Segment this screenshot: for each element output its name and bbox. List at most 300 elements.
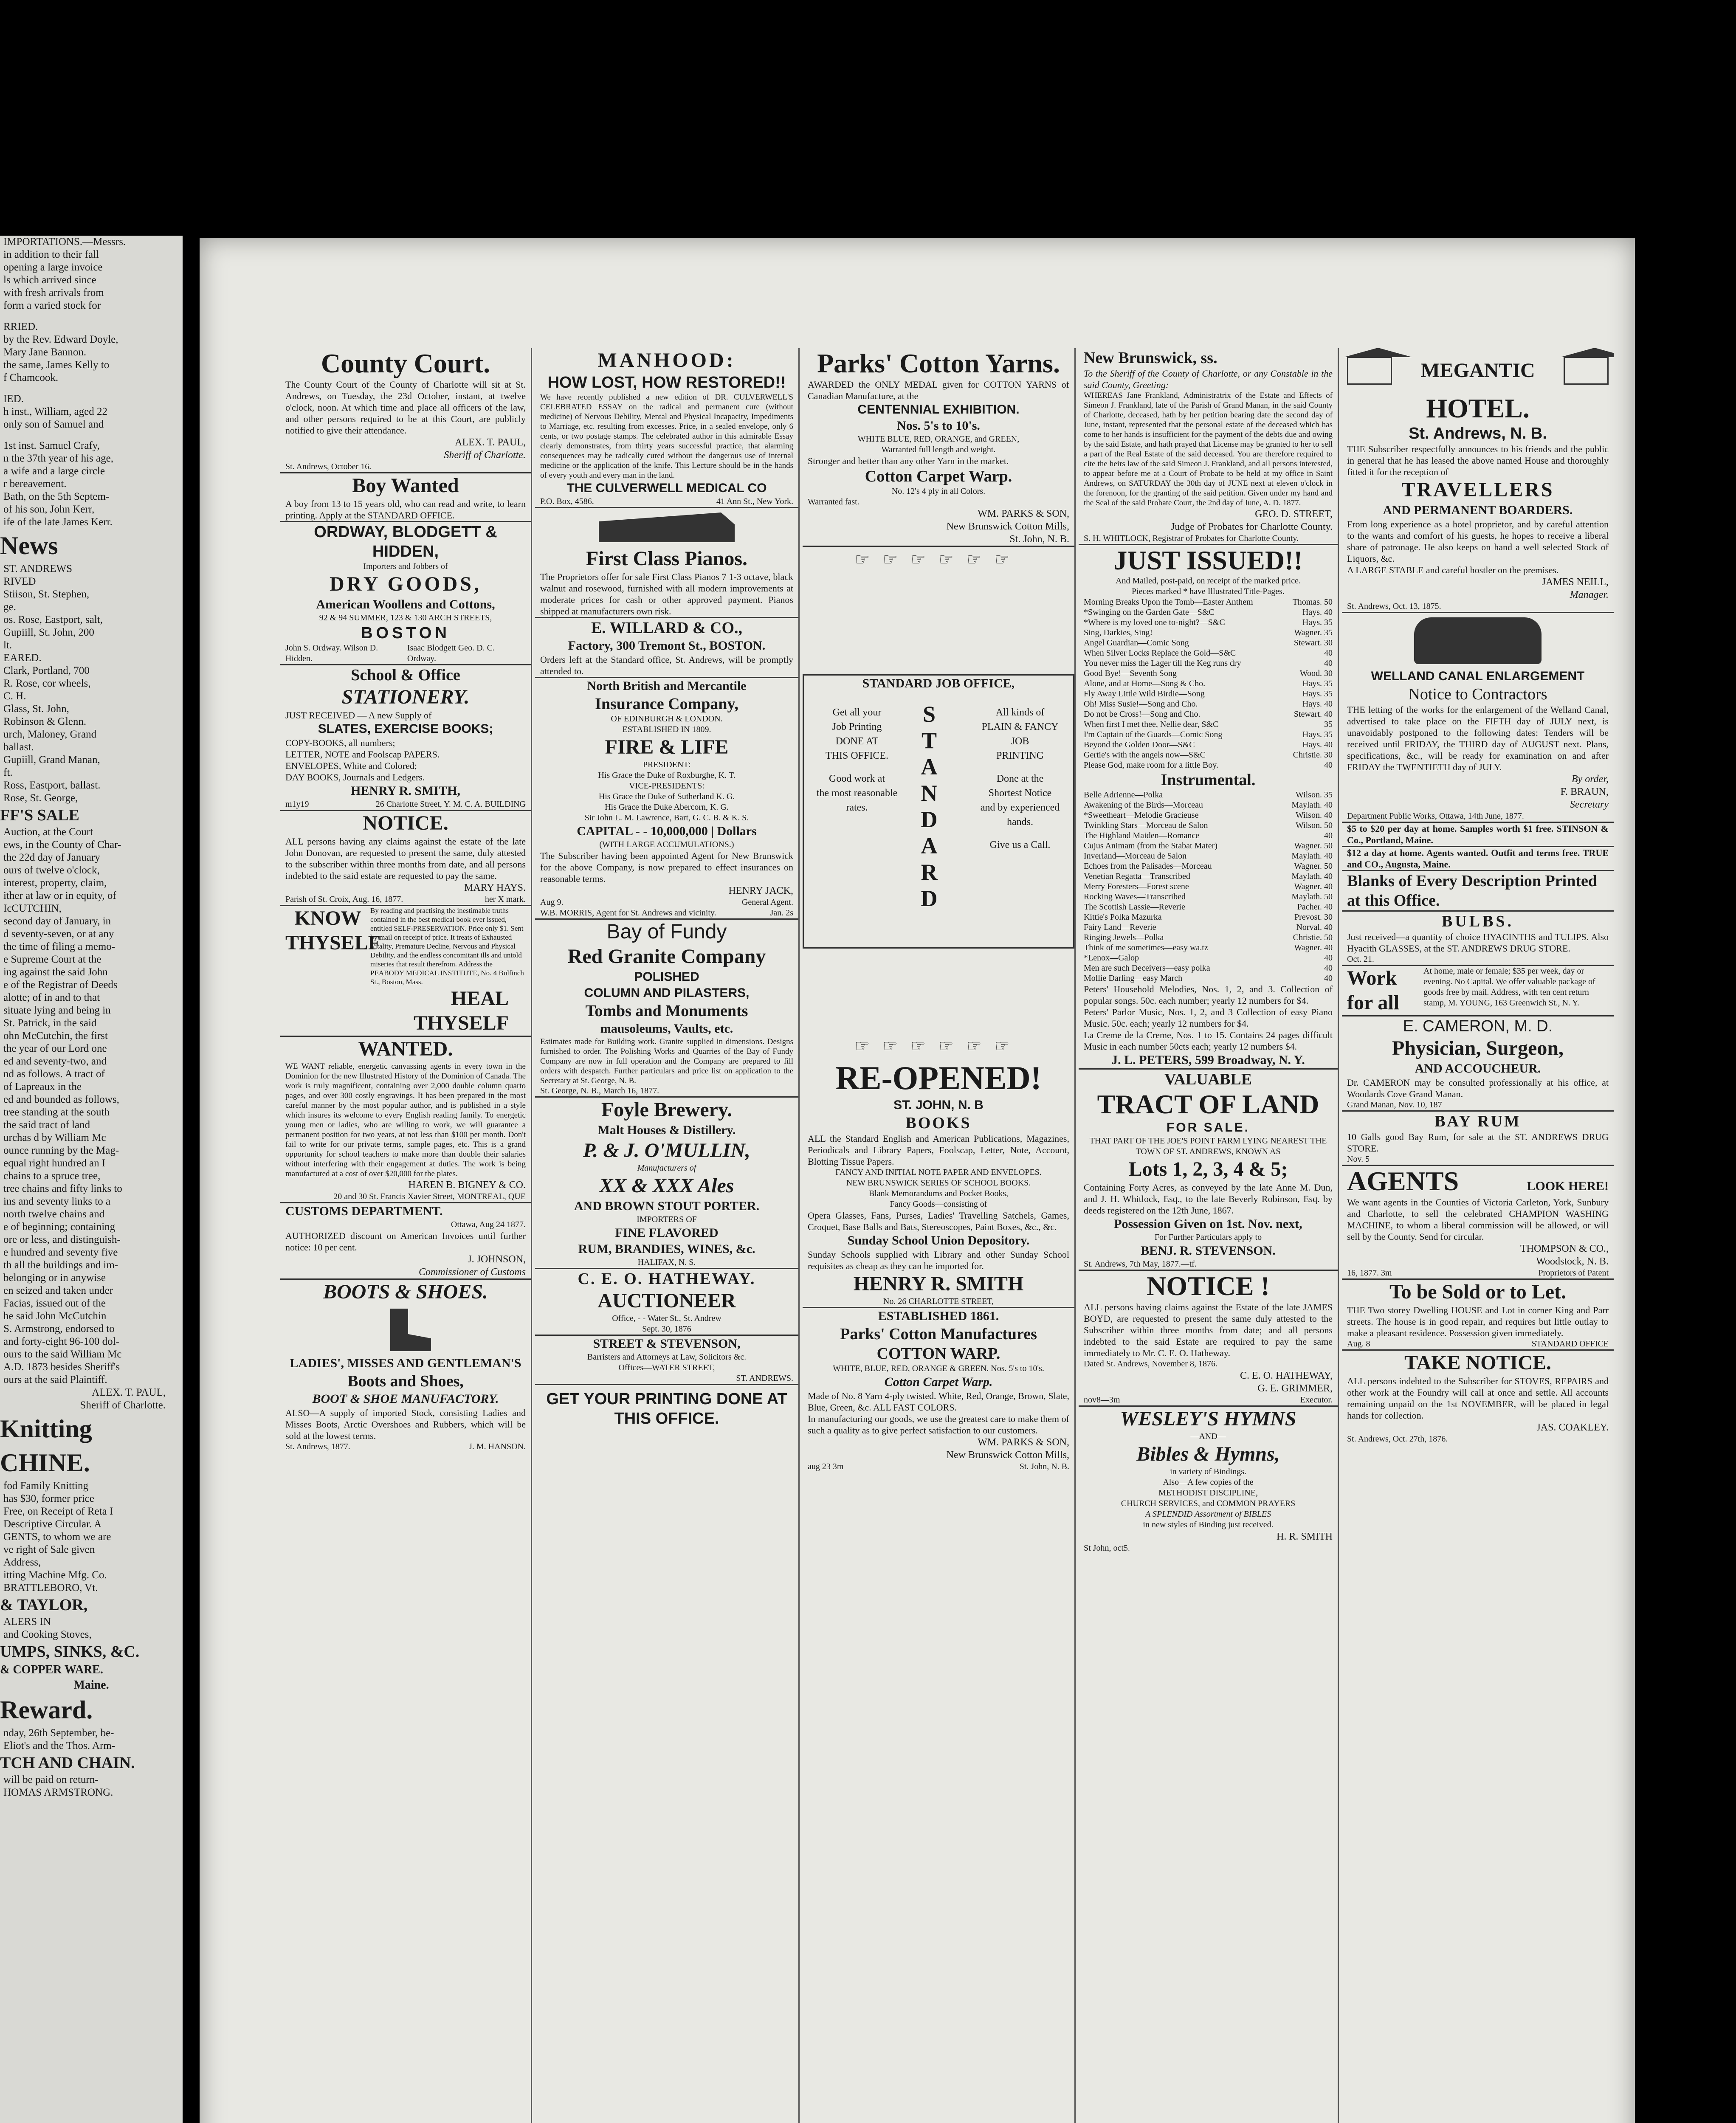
cameron-body: Dr. CAMERON may be consulted professionally at his office, at Woodards Cove Grand Manan. — [1347, 1077, 1609, 1099]
left-strip-line: of his son, John Kerr, — [3, 504, 95, 515]
left-strip-line: Robinson & Glenn. — [3, 716, 87, 727]
twelve-dollar-ad — [1342, 847, 1614, 871]
wanted-signature: HAREN B. BIGNEY & CO. — [408, 1180, 526, 1191]
standard-letter: T — [921, 728, 937, 753]
granite-date: St. George, N. B., March 16, 1877. — [540, 1086, 659, 1095]
left-strip-line: ews, in the County of Char- — [3, 839, 121, 850]
parks-manufactures-date: aug 23 3m — [808, 1462, 844, 1471]
established-label: ESTABLISHED 1861. — [878, 1309, 999, 1323]
north-british-signature-title: General Agent. — [741, 898, 793, 907]
instrumental-row — [1084, 912, 1333, 922]
hotel-building-icon-right — [1564, 357, 1609, 385]
to-let-body: THE Two storey Dwelling HOUSE and Lot in corner King and Parr streets. The house is in good repair, and requires but little outlay to make a pleasant residence. Possession given immediately. — [1347, 1305, 1609, 1338]
foyle-title: Foyle Brewery. — [601, 1098, 733, 1121]
standard-left-line: Good work at — [829, 773, 885, 784]
sunday-school-body: Sunday Schools supplied with Library and other Sunday School requisites as cheap as they can be imported for. — [808, 1249, 1069, 1271]
probate-signature-title: Judge of Probates for Charlotte County. — [1170, 521, 1333, 532]
manhood-company: THE CULVERWELL MEDICAL CO — [566, 481, 767, 495]
left-strip-line: tree chains and fifty links to — [3, 1183, 122, 1194]
song-row-title: Angel Guardian—Comic Song — [1084, 638, 1189, 648]
song-row-title: When first I met thee, Nellie dear, S&C — [1084, 720, 1219, 729]
cameron-date: Grand Manan, Nov. 10, 187 — [1347, 1100, 1442, 1109]
instrumental-row-title: Merry Foresters—Forest scene — [1084, 882, 1189, 891]
left-strip-line: th all the buildings and im- — [3, 1259, 118, 1271]
foyle-subtitle: Malt Houses & Distillery. — [597, 1123, 736, 1137]
standard-right-line: and by experienced hands. — [980, 802, 1060, 828]
column-3 — [803, 348, 1076, 2123]
instrumental-row — [1084, 841, 1333, 851]
instrumental-row — [1084, 932, 1333, 943]
instrumental-row-title: Awakening of the Birds—Morceau — [1084, 800, 1203, 810]
ordway-title: ORDWAY, BLODGETT & HIDDEN, — [314, 523, 497, 560]
left-strip-watch-heading: TCH AND CHAIN. — [0, 1754, 135, 1772]
standard-left-line: DONE AT — [835, 736, 879, 747]
instrumental-row-price: Christie. 50 — [1293, 933, 1333, 942]
bulbs-date: Oct. 21. — [1347, 955, 1374, 964]
parks-stronger: Stronger and better than any other Yarn in the market. — [808, 456, 1009, 466]
left-strip-line: A.D. 1873 besides Sheriff's — [3, 1361, 120, 1373]
customs-body: AUTHORIZED discount on American Invoices until further notice: 10 per cent. — [285, 1230, 526, 1253]
ordway-subtitle: Importers and Jobbers of — [363, 562, 448, 571]
instrumental-list — [1084, 790, 1333, 983]
customs-ad — [280, 1203, 531, 1280]
left-strip-line: ins and seventy links to a — [3, 1196, 111, 1207]
left-strip-line — [0, 312, 183, 321]
boyd-notice-ad — [1079, 1271, 1338, 1407]
song-row-title: Oh! Miss Susie!—Song and Cho. — [1084, 699, 1198, 709]
left-strip-maine: Maine. — [73, 1678, 109, 1692]
parks-yarn-colors: WHITE BLUE, RED, ORANGE, and GREEN, — [857, 434, 1020, 444]
ordway-address: 92 & 94 SUMMER, 123 & 130 ARCH STREETS, — [319, 613, 492, 622]
stationery-title: School & Office — [351, 666, 460, 684]
president-name: His Grace the Duke of Roxburghe, K. T. — [598, 771, 736, 780]
left-strip-line: IcCUTCHIN, — [3, 903, 62, 914]
song-row-price: 35 — [1324, 720, 1333, 729]
parks-yarns-body: AWARDED the ONLY MEDAL given for COTTON YARNS of Canadian Manufacture, at the — [808, 379, 1069, 401]
left-strip-line: HOMAS ARMSTRONG. — [3, 1787, 113, 1798]
instrumental-row-price: Wagner. 40 — [1294, 943, 1333, 952]
wesley-ad — [1079, 1407, 1338, 1554]
henry-smith-address: No. 26 CHARLOTTE STREET, — [883, 1297, 994, 1306]
standard-left-line: Job Printing — [832, 721, 882, 732]
cotton-warp-subtitle: WHITE, BLUE, RED, ORANGE & GREEN. Nos. 5's to 10's. — [833, 1364, 1044, 1373]
bibles-heading: Bibles & Hymns, — [1136, 1443, 1280, 1465]
tract-body: THAT PART OF THE JOE'S POINT FARM LYING NEAREST THE TOWN OF ST. ANDREWS, KNOWN AS — [1089, 1136, 1327, 1156]
standard-left-line: THIS OFFICE. — [825, 750, 889, 761]
peters-signature: J. L. PETERS, 599 Broadway, N. Y. — [1111, 1053, 1305, 1067]
song-row-title: Please God, make room for a little Boy. — [1084, 760, 1218, 770]
hotel-place: St. Andrews, N. B. — [1409, 425, 1547, 442]
county-court-body: The County Court of the County of Charlotte will sit at St. Andrews, on Tuesday, the 23d October, instant, at twelve o'clock, noon. At which time and place all officers of the law, and other persons required to be at this Court, are publicly notified to give their attendance. — [285, 379, 526, 436]
notice-donovan-title: NOTICE. — [363, 812, 448, 834]
stationery-heading: STATIONERY. — [341, 686, 470, 708]
welland-heading: WELLAND CANAL ENLARGEMENT — [1371, 669, 1585, 683]
left-strip-line: Facias, issued out of the — [3, 1298, 106, 1309]
customs-date: Ottawa, Aug 24 1877. — [451, 1220, 526, 1229]
instrumental-row-price: 40 — [1324, 953, 1333, 963]
mullin-name: P. & J. O'MULLIN, — [583, 1139, 750, 1162]
bay-rum-body: 10 Galls good Bay Rum, for sale at the ST. ANDREWS DRUG STORE. — [1347, 1132, 1609, 1154]
boston-heading: BOSTON — [361, 624, 450, 642]
left-strip-line: ballast. — [3, 741, 34, 753]
instrumental-heading: Instrumental. — [1161, 771, 1256, 789]
left-strip-line: EARED. — [3, 652, 42, 664]
left-strip-line: chains to a spruce tree, — [3, 1170, 101, 1182]
left-strip-line: IMPORTATIONS.—Messrs. — [3, 236, 126, 248]
parks-yarns-ad — [803, 348, 1074, 547]
manhood-po-box: P.O. Box, 4586. — [540, 497, 594, 506]
song-row-price: Christie. 30 — [1293, 750, 1333, 760]
carpet-warp-subtitle: No. 12's 4 ply in all Colors. — [891, 487, 986, 496]
manhood-ad — [535, 348, 798, 508]
instrumental-row — [1084, 902, 1333, 912]
left-strip-line: the said tract of land — [3, 1119, 90, 1131]
song-row-price: Hays. 35 — [1302, 679, 1333, 688]
song-row-price: 40 — [1324, 659, 1333, 668]
bulbs-ad — [1342, 912, 1614, 966]
ordway-ad — [280, 522, 531, 665]
peters-household: Peters' Household Melodies, Nos. 1, 2, and 3. Collection of popular songs. 50c. each number; yearly 12 numbers for $4. — [1084, 984, 1333, 1006]
left-strip-line: en seized and taken under — [3, 1285, 113, 1296]
left-strip-line: e of beginning; containing — [3, 1221, 116, 1233]
song-row — [1084, 658, 1333, 668]
boyd-executor: Executor. — [1300, 1395, 1333, 1405]
left-strip-line: IED. — [3, 393, 24, 405]
instrumental-row-price: Wilson. 35 — [1296, 790, 1333, 800]
left-strip-line: Ross, Eastport, ballast. — [3, 780, 101, 791]
left-strip-line: Bath, on the 5th Septem- — [3, 491, 110, 502]
work-for-all-ad — [1342, 966, 1614, 1016]
instrumental-row-price: 40 — [1324, 974, 1333, 983]
left-strip-sale-body — [0, 826, 183, 1386]
song-row-title: When Silver Locks Replace the Gold—S&C — [1084, 648, 1236, 658]
parks-manufactures-ad — [803, 1308, 1074, 1472]
just-issued-subtitle: And Mailed, post-paid, on receipt of the marked price. — [1116, 576, 1301, 586]
left-strip-line: of Lapreaux in the — [3, 1081, 82, 1092]
stationery-intro: JUST RECEIVED — A new Supply of — [285, 710, 432, 721]
parks-manufactures-mills: New Brunswick Cotton Mills, — [946, 1450, 1069, 1461]
song-row — [1084, 617, 1333, 628]
just-issued-title: JUST ISSUED!! — [1113, 545, 1303, 575]
left-strip-line: Rose, St. George, — [3, 792, 78, 804]
song-row — [1084, 668, 1333, 679]
instrumental-row — [1084, 973, 1333, 983]
megantic-hotel-ad — [1342, 348, 1614, 613]
willard-ad — [535, 618, 798, 678]
left-strip-line: ours at the said Plaintiff. — [3, 1374, 107, 1385]
standard-right-line: All kinds of — [995, 707, 1045, 718]
boots-place: St. Andrews, 1877. — [285, 1442, 350, 1451]
left-strip-watch-body — [0, 1774, 183, 1799]
song-row-price: Hays. 35 — [1302, 618, 1333, 627]
instrumental-row — [1084, 922, 1333, 932]
notice-donovan-ad — [280, 811, 531, 906]
tract-date: St. Andrews, 7th May, 1877.—tf. — [1084, 1259, 1197, 1269]
instrumental-row — [1084, 820, 1333, 831]
boots-manufactory: BOOT & SHOE MANUFACTORY. — [312, 1392, 499, 1406]
song-row-price: Hays. 40 — [1302, 699, 1333, 709]
instrumental-row-title: Kittie's Polka Mazurka — [1084, 912, 1162, 922]
boyd-notice-body: ALL persons having claims against the Estate of the late JAMES BOYD, are requested to present the same duly attested to the Subscriber within three months from date; and all persons indebted to the said Estate are required to pay the same immediately to Mr. C. E. O. Hatheway. — [1084, 1302, 1333, 1358]
instrumental-row-title: *Lenox—Galop — [1084, 953, 1139, 963]
left-strip-line: ve right of Sale given — [3, 1544, 95, 1555]
song-row-price: Wagner. 35 — [1294, 628, 1333, 637]
hotel-stable: A LARGE STABLE and careful hostler on the premises. — [1347, 565, 1559, 575]
song-row — [1084, 709, 1333, 719]
north-british-signature: HENRY JACK, — [728, 885, 793, 896]
left-strip-line: a wife and a large circle — [3, 465, 105, 477]
left-strip-line: belonging or in anywise — [3, 1272, 106, 1284]
songs-list — [1084, 597, 1333, 770]
just-issued-subtitle-2: Pieces marked * have Illustrated Title-Pages. — [1132, 587, 1285, 596]
county-court-signature-title: Sheriff of Charlotte. — [444, 450, 526, 461]
left-strip-line: R. Rose, cor wheels, — [3, 678, 91, 689]
stationery-ad — [280, 665, 531, 811]
left-strip-line: ohn McCutchin, the first — [3, 1030, 108, 1042]
peters-parlor: Peters' Parlor Music, Nos. 1, 2, and 3 Collection of easy Piano Music. 50c. each; yearly 12 numbers for $4. — [1084, 1007, 1333, 1029]
instrumental-row-price: Wagner. 50 — [1294, 841, 1333, 850]
cotton-carpet-warp-body: Made of No. 8 Yarn 4-ply twisted. White, Red, Orange, Brown, Slate, Blue, Green, &c. ALL FAST COLORS. — [808, 1391, 1069, 1413]
instrumental-row-title: Mollie Darling—easy March — [1084, 974, 1183, 983]
instrumental-row-title: Fairy Land—Reverie — [1084, 923, 1156, 932]
song-row-price: Wood. 30 — [1299, 669, 1333, 678]
left-strip-line: os. Rose, Eastport, salt, — [3, 614, 103, 625]
bulbs-body: Just received—a quantity of choice HYACINTHS and TULIPS. Also Hyacith GLASSES, at the ST. ANDREWS DRUG STORE. — [1347, 932, 1609, 954]
fancy-goods-label: Fancy Goods—consisting of — [890, 1199, 987, 1209]
thyself-heading: THYSELF — [285, 932, 381, 954]
left-strip-line: the 22d day of January — [3, 852, 100, 863]
left-strip-line: ours to the said William Mc — [3, 1349, 122, 1360]
probate-signature: GEO. D. STREET, — [1255, 509, 1333, 520]
county-court-title: County Court. — [321, 348, 490, 378]
agents-signature: THOMPSON & CO., — [1520, 1243, 1609, 1254]
instrumental-row-title: Echoes from the Palisades—Morceau — [1084, 862, 1212, 871]
fancy-paper: FANCY AND INITIAL NOTE PAPER AND ENVELOPES. — [835, 1168, 1042, 1177]
heal-thyself-heading: THYSELF — [413, 1012, 509, 1034]
standard-letter: A — [921, 833, 938, 859]
manhood-subtitle: HOW LOST, HOW RESTORED!! — [547, 374, 786, 391]
north-british-established: ESTABLISHED IN 1809. — [622, 725, 711, 734]
books-body: ALL the Standard English and American Publications, Magazines, Periodicals and Library Papers, Foolscap, Letter, Note, Account, Blotting Tissue Papers. — [808, 1133, 1069, 1167]
carpet-warp-heading: Cotton Carpet Warp. — [865, 467, 1012, 485]
left-strip-line: 1st inst. Samuel Crafy, — [3, 440, 100, 451]
wanted-title: WANTED. — [358, 1038, 453, 1060]
street-stevenson-place: ST. ANDREWS. — [736, 1374, 793, 1383]
song-row-title: *Where is my loved one to-night?—S&C — [1084, 618, 1225, 627]
possession-line: Possession Given on 1st. Nov. next, — [1114, 1217, 1302, 1231]
left-strip-line: RRIED. — [3, 321, 38, 332]
left-strip-line: Glass, St. John, — [3, 703, 69, 715]
instrumental-row-price: 40 — [1324, 831, 1333, 840]
north-british-agent: W.B. MORRIS, Agent for St. Andrews and vicinity. — [540, 908, 716, 918]
left-strip-line: by the Rev. Edward Doyle, — [3, 334, 118, 345]
lots-heading: Lots 1, 2, 3, 4 & 5; — [1128, 1158, 1288, 1180]
boarders-heading: AND PERMANENT BOARDERS. — [1383, 503, 1573, 517]
piano-icon — [599, 512, 735, 542]
granite-title-2: Red Granite Company — [567, 945, 766, 968]
instrumental-row — [1084, 881, 1333, 892]
song-row — [1084, 750, 1333, 760]
left-strip-pumps: UMPS, SINKS, &C. — [0, 1643, 140, 1661]
importers-label: IMPORTERS OF — [637, 1215, 697, 1224]
to-let-heading: To be Sold or to Let. — [1389, 1281, 1567, 1303]
left-strip-line: ALERS IN — [3, 1616, 51, 1627]
instrumental-row-title: The Highland Maiden—Romance — [1084, 831, 1200, 840]
song-row-price: 40 — [1324, 648, 1333, 658]
granite-ad — [535, 920, 798, 1098]
left-strip-line: he said John McCutchin — [3, 1310, 107, 1322]
bindings-line: in variety of Bindings. — [1170, 1467, 1246, 1476]
agents-body: We want agents in the Counties of Victoria Carleton, York, Sunbury and Charlotte, to sell the celebrated CHAMPION WASHING MACHINE, to whom a liberal commission will be allowed, or will sell by the County. Send for circular. — [1347, 1197, 1609, 1242]
song-row-title: Gertie's with the angels now—S&C — [1084, 750, 1206, 760]
ales-heading: XX & XXX Ales — [599, 1174, 734, 1197]
notice-donovan-place: Parish of St. Croix, Aug. 16, 1877. — [285, 895, 403, 904]
contractors-heading: Notice to Contractors — [1408, 685, 1547, 703]
ordway-partners-right: Isaac Blodgett Geo. D. C. Ordway. — [407, 643, 495, 663]
bulbs-heading: BULBS. — [1441, 912, 1514, 930]
granite-title: Bay of Fundy — [606, 921, 727, 943]
song-row-title: Sing, Darkies, Sing! — [1084, 628, 1153, 637]
left-strip-line: ft. — [3, 767, 13, 778]
left-strip-reward-heading: Reward. — [0, 1696, 93, 1724]
standard-letter: D — [921, 886, 938, 911]
instrumental-row-title: Inverland—Morceau de Salon — [1084, 851, 1187, 861]
boyd-signature-2: G. E. GRIMMER, — [1257, 1383, 1333, 1394]
song-row-title: Morning Breaks Upon the Tomb—Easter Anthem — [1084, 597, 1253, 607]
welland-dept: Department Public Works, Ottawa, 14th June, 1877. — [1347, 811, 1524, 821]
take-notice-ad — [1342, 1351, 1614, 1444]
twelve-dollar-body: $12 a day at home. Agents wanted. Outfit and terms free. TRUE and CO., Augusta, Maine. — [1347, 848, 1609, 870]
valuable-heading: VALUABLE — [1164, 1070, 1252, 1088]
vp-2: His Grace the Duke Abercorn, K. G. — [605, 802, 729, 812]
tract-body-2: Containing Forty Acres, as conveyed by the late Anne M. Dun, and J. H. Whitlock, Esq., to the late Beverly Robinson, Esq. by deeds registered on the 12th June, 1867. — [1084, 1182, 1333, 1216]
agents-ad — [1342, 1166, 1614, 1280]
boy-wanted-body: A boy from 13 to 15 years old, who can read and write, to learn printing. Apply at the STANDARD OFFICE. — [285, 498, 526, 521]
agents-date: 16, 1877. 3m — [1347, 1268, 1392, 1278]
willard-title: E. WILLARD & CO., — [591, 619, 743, 637]
song-row — [1084, 597, 1333, 607]
instrumental-row — [1084, 943, 1333, 953]
standard-job-left-text — [808, 705, 906, 815]
left-strip-line: e Supreme Court at the — [3, 954, 101, 965]
column-5 — [1342, 348, 1614, 2123]
parks-place: St. John, N. B. — [1009, 534, 1069, 545]
standard-vertical-letters — [914, 701, 944, 912]
wesley-place: St John, oct5. — [1084, 1543, 1130, 1553]
customs-signature-title: Commissioner of Customs — [418, 1267, 526, 1278]
foyle-place: HALIFAX, N. S. — [637, 1258, 696, 1267]
wanted-body: WE WANT reliable, energetic canvassing agents in every town in the Dominion for the new Illustrated History of the Dominion of Canada. The work is truly magnificent, containing over 2,000 double column quarto pages, and over 300 costly engravings. It has been prepared in the most careful manner by the most popular author, and is published in a style which insures its welcome to every English reading family. To energetic young men or ladies, who are willing to work, we will guarantee a permanent position for two years, at not less than $100 per month. Don't fail to write for our private terms, sample pages, etc. This is a grand opportunity for school teachers to make more than double their salaries without interfering with their engagement at duties. The work is being manufactured at a cost of over $20,000 for the plates. — [285, 1062, 526, 1178]
instrumental-row-price: 40 — [1324, 963, 1333, 973]
boyd-signature-1: C. E. O. HATHEWAY, — [1240, 1370, 1333, 1381]
standard-right-line: Give us a Call. — [989, 839, 1051, 850]
instrumental-row-price: Maylath. 40 — [1291, 851, 1333, 861]
left-strip-line: interest, property, claim, — [3, 877, 107, 889]
instrumental-row-title: Ringing Jewels—Polka — [1084, 933, 1164, 942]
instrumental-row-title: Cujus Animam (from the Stabat Mater) — [1084, 841, 1217, 850]
left-strip-taylor-heading: & TAYLOR, — [0, 1596, 88, 1614]
standard-letter: S — [922, 701, 936, 727]
instrumental-row-title: *Sweetheart—Melodie Gracieuse — [1084, 811, 1199, 820]
reopened-place: ST. JOHN, N. B — [893, 1098, 984, 1112]
probate-greeting: To the Sheriff of the County of Charlotte, or any Constable in the said County, Greeting: — [1084, 368, 1333, 390]
song-row-price: Stewart. 40 — [1294, 710, 1333, 719]
left-strip-line — [0, 431, 183, 439]
fire-life-heading: FIRE & LIFE — [605, 736, 729, 758]
song-row — [1084, 719, 1333, 729]
left-strip-taylor-body — [0, 1616, 183, 1641]
left-strip-line: e of the Registrar of Deeds — [3, 979, 118, 991]
north-british-agent-date: Jan. 2s — [770, 908, 793, 918]
welland-signature: F. BRAUN, — [1560, 786, 1609, 797]
left-strip-line: only son of Samuel and — [3, 419, 104, 430]
take-notice-body: ALL persons indebted to the Subscriber for STOVES, REPAIRS and other work at the Foundry will call at once and settle. All accounts remaining unpaid on the 1st NOVEMBER, will be placed in legal hands for collection. — [1347, 1376, 1609, 1421]
left-strip-line: ls which arrived since — [3, 274, 96, 286]
tract-of-land-ad — [1079, 1070, 1338, 1271]
ordway-partners-left: John S. Ordway. Wilson D. Hidden. — [285, 643, 378, 663]
left-strip-sale-signature: ALEX. T. PAUL, — [92, 1387, 166, 1398]
further-particulars: For Further Particulars apply to — [1154, 1233, 1262, 1242]
stationery-day-books: DAY BOOKS, Journals and Ledgers. — [285, 772, 425, 783]
left-strip-news-items — [0, 236, 183, 529]
left-strip-line: and forty-eight 96-100 dol- — [3, 1336, 119, 1347]
capital-line: CAPITAL - - 10,000,000 | Dollars — [577, 824, 757, 838]
left-strip-line: St. Patrick, in the said — [3, 1017, 97, 1029]
instrumental-row — [1084, 892, 1333, 902]
north-british-date: Aug 9. — [540, 898, 564, 907]
blanks-heading: Blanks of Every Description Printed at this Office. — [1347, 872, 1597, 909]
smith-address: 26 Charlotte Street, Y. M. C. A. BUILDING — [375, 800, 526, 809]
stationery-slates: SLATES, EXERCISE BOOKS; — [318, 722, 493, 736]
left-strip-line: the same, James Kelly to — [3, 359, 110, 371]
instrumental-row — [1084, 963, 1333, 973]
left-strip-line: Free, on Receipt of Reta I — [3, 1506, 113, 1517]
ornament-hands-row-2: ☞☞☞☞☞☞ — [854, 1036, 1023, 1056]
north-british-title: North British and Mercantile — [587, 679, 747, 693]
church-line: CHURCH SERVICES, and COMMON PRAYERS — [1121, 1499, 1296, 1508]
standard-right-line — [971, 763, 1069, 771]
wanted-address: 20 and 30 St. Francis Xavier Street, MONTREAL, QUE — [333, 1192, 526, 1201]
left-strip-line: ours of twelve o'clock, — [3, 864, 100, 876]
agents-place: Woodstock, N. B. — [1536, 1256, 1609, 1267]
la-creme: La Creme de la Creme, Nos. 1 to 15. Contains 24 pages difficult Music in each number 50cts each; yearly 12 numbers $4. — [1084, 1030, 1333, 1052]
left-strip-line: and Cooking Stoves, — [3, 1629, 92, 1640]
instrumental-row — [1084, 790, 1333, 800]
smith-name: HENRY R. SMITH, — [351, 784, 460, 798]
left-strip-copper: & COPPER WARE. — [0, 1663, 103, 1676]
welland-order: By order, — [1571, 774, 1609, 785]
standard-right-line: PRINTING — [996, 750, 1044, 761]
left-strip-line: ounce running by the Mag- — [3, 1145, 119, 1156]
work-for-all-heading: Work for all — [1347, 967, 1400, 1014]
county-court-signature: ALEX. T. PAUL, — [455, 437, 526, 448]
left-strip-line: nday, 26th September, be- — [3, 1727, 114, 1739]
instrumental-row-price: Pacher. 40 — [1297, 902, 1333, 912]
boy-wanted-ad — [280, 473, 531, 522]
instrumental-row — [1084, 800, 1333, 810]
mullin-subtitle: Manufacturers of — [637, 1163, 696, 1173]
county-court-date: St. Andrews, October 16. — [285, 462, 372, 471]
column-4 — [1079, 348, 1339, 2123]
song-row-title: Beyond the Golden Door—S&C — [1084, 740, 1195, 749]
left-strip-line: BRATTLEBORO, Vt. — [3, 1582, 98, 1594]
reopened-ad — [803, 1059, 1074, 1308]
blanks-ad — [1342, 871, 1614, 912]
song-row-price: Hays. 40 — [1302, 608, 1333, 617]
parks-signature: WM. PARKS & SON, — [978, 508, 1069, 519]
song-row — [1084, 689, 1333, 699]
left-strip-line: C. H. — [3, 690, 26, 702]
